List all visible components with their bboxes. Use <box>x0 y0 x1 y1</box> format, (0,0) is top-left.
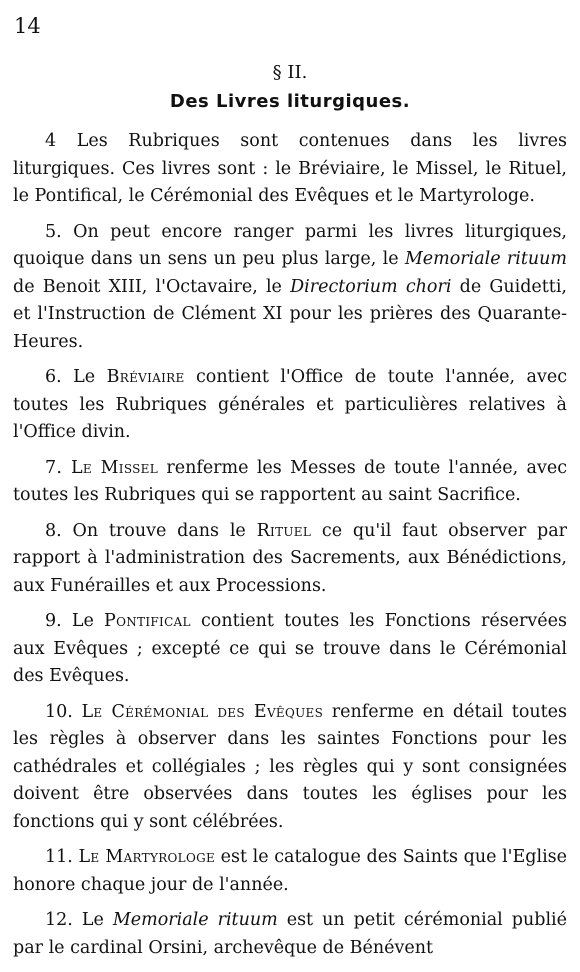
paragraph-7 <box>13 455 567 510</box>
text-run: renferme les Messes de toute l'année, avec toutes les Rubriques qui se rapportent au saint Sacrifice. <box>13 457 568 505</box>
small-caps-term: Pontifical <box>104 611 191 631</box>
text-run: 6. Le <box>45 367 107 387</box>
text-run: 11. <box>45 847 79 867</box>
paragraph-8 <box>13 518 567 601</box>
text-run: renferme en détail toutes les règles à observer dans les saintes Fonctions pour les cathédrales et collégiales ; les règles qui y sont consignées doivent être observées dans toutes les églises pour les fonctions qui y sont célébrées. <box>13 701 568 832</box>
small-caps-term: Le Martyrologe <box>78 847 216 867</box>
text-run: de Guidetti, et l'Instruction de Clément XI pour les prières des Quarante-Heures. <box>13 276 567 352</box>
italic-title: Memoriale rituum <box>112 910 278 930</box>
paragraph-4 <box>13 128 567 211</box>
text-run: est un petit cérémonial publié par le cardinal Orsini, archevêque de Bénévent <box>13 910 567 958</box>
section-title: Des Livres liturgiques. <box>169 91 411 112</box>
italic-title: Directorium chori <box>290 276 452 297</box>
paragraph-6 <box>13 364 567 447</box>
paragraph-12 <box>13 907 567 962</box>
small-caps-term: 7. Le Missel <box>45 457 158 478</box>
paragraph-11 <box>13 844 567 899</box>
paragraph-5 <box>13 219 567 357</box>
text-run: ce qu'il faut observer par rapport à l'administration des Sacrements, aux Bénédictions, aux Funérailles et aux Processions. <box>13 520 568 596</box>
text-run: 12. Le <box>45 910 113 930</box>
text-run: 9. Le <box>45 611 105 631</box>
section-mark: § II. <box>272 62 308 83</box>
text-run: 5. On peut encore ranger parmi les livres liturgiques, quoique dans un sens un peu plus large, le <box>13 221 567 269</box>
text-run: contient toutes les Fonctions réservées aux Evêques ; excepté ce qui se trouve dans le Cérémonial des Evêques. <box>13 611 567 686</box>
small-caps-term: Bréviaire <box>106 367 185 387</box>
text-run: 4 Les Rubriques sont contenues dans les livres liturgiques. Ces livres sont : le Bréviaire, le Missel, le Rituel, le Pontifical, le Cérémonial des Evêques et le Martyrologe. <box>13 131 567 206</box>
page-number: 14 <box>14 14 41 38</box>
text-run: de Benoit XIII, l'Octavaire, le <box>13 276 291 297</box>
paragraph-9 <box>13 608 567 691</box>
small-caps-term: Le Cérémonial des Evêques <box>81 701 324 722</box>
paragraph-10 <box>13 699 567 837</box>
text-run: contient l'Office de toute l'année, avec toutes les Rubriques générales et particulières relatives à l'Office divin. <box>13 367 567 442</box>
italic-title: Memoriale rituum <box>404 249 567 269</box>
text-run: 8. On trouve dans le <box>45 520 257 541</box>
small-caps-term: Rituel <box>256 520 312 541</box>
text-run: 10. <box>45 701 82 722</box>
body-text <box>13 128 567 970</box>
text-run: est le catalogue des Saints que l'Eglise honore chaque jour de l'année. <box>13 847 567 895</box>
